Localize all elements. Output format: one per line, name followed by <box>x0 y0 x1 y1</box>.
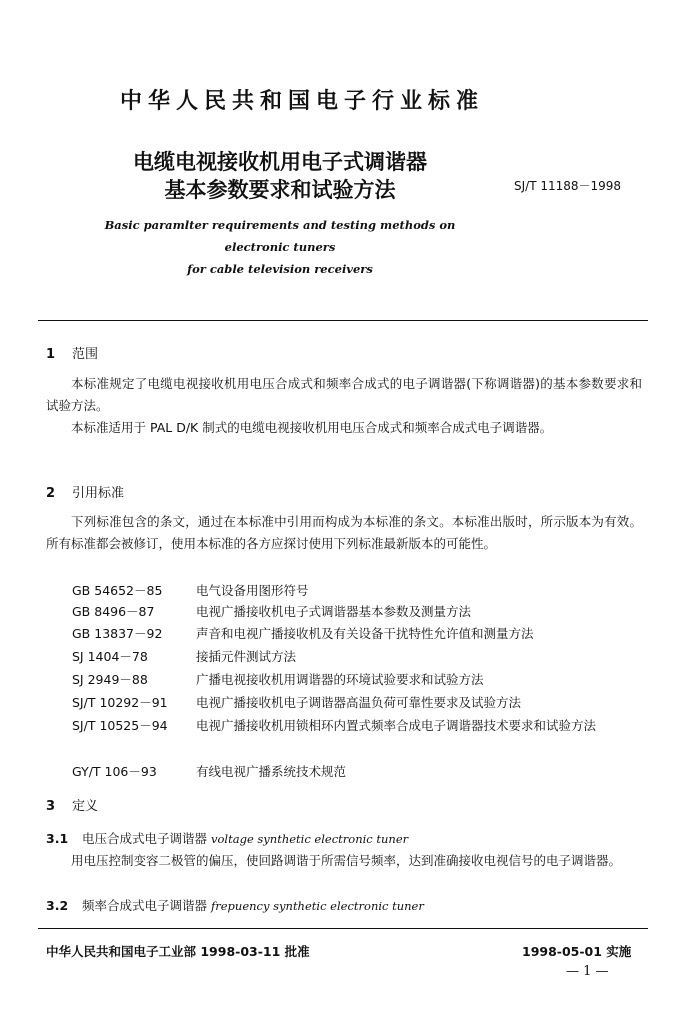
reference-row <box>72 761 652 782</box>
section-2-heading <box>46 482 124 501</box>
reference-code: SJ 2949－88 <box>72 672 148 687</box>
section-title: 引用标准 <box>72 486 125 501</box>
reference-row <box>72 715 652 736</box>
term-number: 3.1 <box>46 831 69 846</box>
section-3-heading <box>46 795 98 814</box>
reference-code: GB 54652－85 <box>72 583 163 598</box>
reference-code: GB 13837－92 <box>72 626 163 641</box>
reference-title: 电视广播接收机电子调谐器高温负荷可靠性要求及试验方法 <box>196 695 522 710</box>
title-en-line2: electronic tuners <box>224 240 336 254</box>
term-3-2 <box>46 896 424 914</box>
term-number: 3.2 <box>46 898 69 913</box>
page-number: — 1 — <box>566 964 609 979</box>
term-cn: 频率合成式电子调谐器 <box>82 898 208 913</box>
reference-title: 电视广播接收机电子式调谐器基本参数及测量方法 <box>196 604 472 619</box>
reference-row <box>72 580 652 601</box>
section-number: 3 <box>46 799 56 814</box>
section-2-para: 下列标准包含的条文，通过在本标准中引用而构成为本标准的条文。本标准出版时，所示版本为有效。所有标准都会被修订，使用本标准的各方应探讨使用下列标准最新版本的可能性。 <box>46 514 642 551</box>
section-1-heading <box>46 343 98 362</box>
term-3-1-definition: 用电压控制变容二极管的偏压，使回路调谐于所需信号频率，达到准确接收电视信号的电子调谐器。 <box>71 853 622 868</box>
term-cn: 电压合成式电子调谐器 <box>82 831 208 846</box>
reference-title: 有线电视广播系统技术规范 <box>196 764 347 779</box>
reference-row <box>72 623 652 644</box>
reference-title: 电气设备用图形符号 <box>196 583 309 598</box>
reference-code: GB 8496－87 <box>72 604 155 619</box>
reference-code: SJ/T 10525－94 <box>72 718 168 733</box>
section-1-para-1: 本标准规定了电缆电视接收机用电压合成式和频率合成式的电子调谐器(下称调谐器)的基本参数要求和试验方法。 <box>46 376 642 413</box>
top-divider <box>38 320 648 321</box>
footer-issuer: 中华人民共和国电子工业部 1998-03-11 批准 <box>46 944 310 959</box>
footer-effective-date: 1998-05-01 实施 <box>522 944 632 959</box>
term-3-1 <box>46 829 408 847</box>
standard-code: SJ/T 11188－1998 <box>514 179 622 193</box>
reference-row <box>72 692 652 713</box>
standard-category-header: 中华人民共和国电子行业标准 <box>120 89 485 114</box>
title-cn-line1: 电缆电视接收机用电子式调谐器 <box>133 150 427 174</box>
section-title: 定义 <box>72 799 99 814</box>
section-1-para-2: 本标准适用于 PAL D/K 制式的电缆电视接收机用电压合成式和频率合成式电子调谐器。 <box>71 420 553 435</box>
title-en-line1: Basic paramlter requirements and testing methods on <box>104 218 456 232</box>
bottom-divider <box>38 928 648 929</box>
title-en-line3: for cable television receivers <box>187 262 373 276</box>
term-en: voltage synthetic electronic tuner <box>211 832 409 846</box>
section-number: 1 <box>46 347 56 362</box>
reference-title: 接插元件测试方法 <box>196 649 297 664</box>
reference-code: GY/T 106－93 <box>72 764 157 779</box>
reference-code: SJ/T 10292－91 <box>72 695 168 710</box>
reference-title: 电视广播接收机用锁相环内置式频率合成电子调谐器技术要求和试验方法 <box>196 718 597 733</box>
reference-row <box>72 646 652 667</box>
title-cn-line2: 基本参数要求和试验方法 <box>164 178 396 202</box>
reference-code: SJ 1404－78 <box>72 649 148 664</box>
reference-title: 声音和电视广播接收机及有关设备干扰特性允许值和测量方法 <box>196 626 534 641</box>
reference-row <box>72 601 652 622</box>
reference-row <box>72 669 652 690</box>
term-en: frepuency synthetic electronic tuner <box>211 899 424 913</box>
section-title: 范围 <box>72 347 99 362</box>
reference-title: 广播电视接收机用调谐器的环境试验要求和试验方法 <box>196 672 484 687</box>
section-number: 2 <box>46 486 56 501</box>
